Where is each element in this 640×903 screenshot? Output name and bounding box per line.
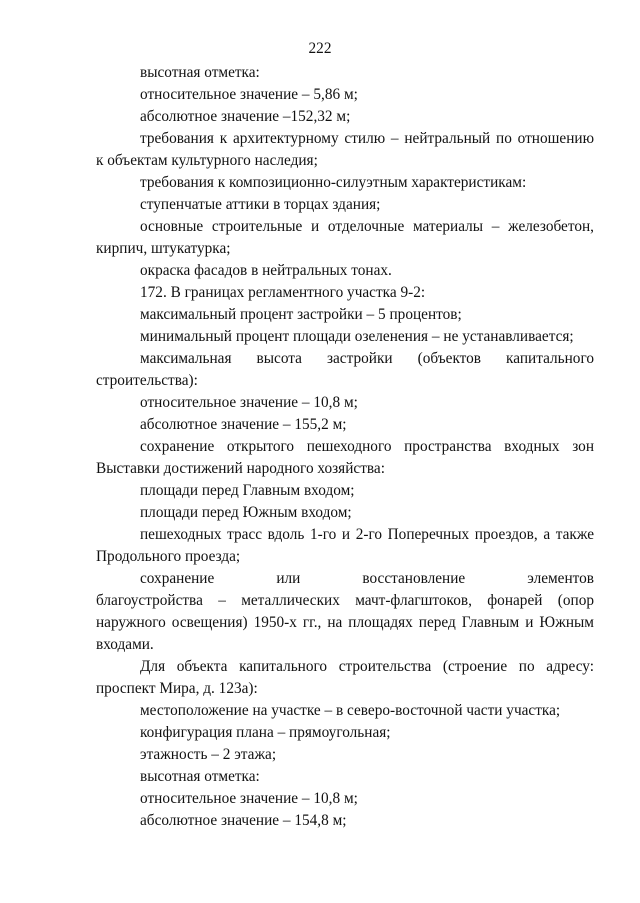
text-line: окраска фасадов в нейтральных тонах. [140,262,392,279]
text-line: требования к архитектурному стилю – нейтральный по отношению [140,130,594,147]
text-line: абсолютное значение –152,32 м; [140,108,351,125]
text-line: максимальная высота застройки (объектов капитального [140,350,594,367]
text-line: абсолютное значение – 155,2 м; [140,416,347,433]
text-line: Для объекта капитального строительства (строение по адресу: [140,658,594,675]
text-line: проспект Мира, д. 123а): [96,680,258,697]
text-line: площади перед Южным входом; [140,504,352,521]
text-line: Продольного проезда; [96,548,241,565]
text-line: относительное значение – 5,86 м; [140,86,358,103]
text-line: пешеходных трасс вдоль 1-го и 2-го Поперечных проездов, а также [140,526,594,543]
text-line: абсолютное значение – 154,8 м; [140,812,347,829]
document-body [96,62,594,832]
text-line: максимальный процент застройки – 5 процентов; [140,306,462,323]
text-line: относительное значение – 10,8 м; [140,790,358,807]
text-line: входами. [96,636,154,653]
text-line: кирпич, штукатурка; [96,240,231,257]
text-line: строительства): [96,372,198,389]
text-line: сохранение открытого пешеходного пространства входных зон [140,438,594,455]
text-line: сохранение или восстановление элементов [140,570,594,587]
text-line: конфигурация плана – прямоугольная; [140,724,391,741]
text-line: местоположение на участке – в северо-восточной части участка; [140,702,561,719]
text-line: ступенчатые аттики в торцах здания; [140,196,381,213]
text-line: наружного освещения) 1950-х гг., на площадях перед Главным и Южным [96,614,594,631]
text-line: относительное значение – 10,8 м; [140,394,358,411]
text-line: к объектам культурного наследия; [96,152,318,169]
text-line: основные строительные и отделочные материалы – железобетон, [140,218,594,235]
text-line: площади перед Главным входом; [140,482,355,499]
text-line: требования к композиционно-силуэтным характеристикам: [140,174,527,191]
text-line: 172. В границах регламентного участка 9-2: [140,284,426,301]
text-line: высотная отметка: [140,768,260,785]
text-line: минимальный процент площади озеленения – не устанавливается; [140,328,574,345]
text-line: Выставки достижений народного хозяйства: [96,460,385,477]
text-line: высотная отметка: [140,64,260,81]
text-line: этажность – 2 этажа; [140,746,277,763]
text-line: благоустройства – металлических мачт-флагштоков, фонарей (опор [96,592,594,609]
page-number: 222 [308,40,332,57]
